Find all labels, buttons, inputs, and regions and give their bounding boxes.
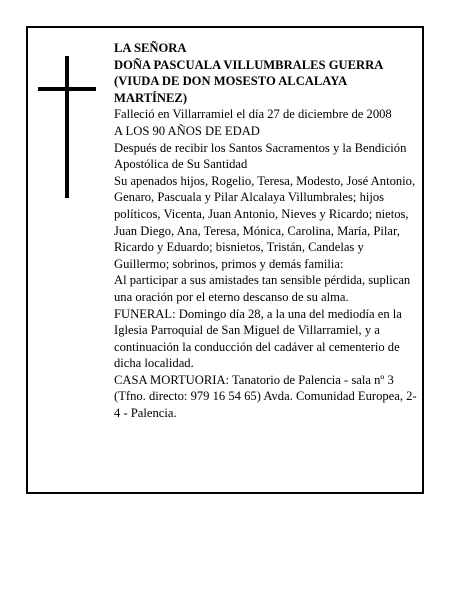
family-list: Su apenados hijos, Rogelio, Teresa, Modesto, José Antonio, Genaro, Pascuala y Pilar Alcalaya Villumbrales; hijos políticos, Vicenta, Juan Antonio, Nieves y Ricardo; nietos, Juan Diego, Ana, Teresa, Mónica, Carolina, María, Pilar, Ricardo y Eduardo; bisnietos, Tristán, Candelas y Guillermo; sobrinos, primos y demás familia: (114, 173, 416, 271)
notice-title: LA SEÑORA (114, 41, 187, 55)
prayer-request: Al participar a sus amistades tan sensible pérdida, suplican una oración por el eterno descanso de su alma. (114, 273, 411, 304)
deceased-name: DOÑA PASCUALA VILLUMBRALES GUERRA (114, 57, 384, 72)
cross-icon-horizontal (38, 87, 96, 91)
mortuary-info: CASA MORTUORIA: Tanatorio de Palencia - sala nº 3 (Tfno. directo: 979 16 54 65) Avda. Comunidad Europea, 2-4 - Palencia. (114, 372, 417, 421)
obituary-text (114, 40, 422, 422)
sacraments-info: Después de recibir los Santos Sacramentos y la Bendición Apostólica de Su Santidad (114, 140, 407, 172)
widow-of: (VIUDA DE DON MOSESTO ALCALAYA MARTÍNEZ) (114, 74, 347, 105)
funeral-info: FUNERAL: Domingo día 28, a la una del mediodía en la Iglesia Parroquial de San Miguel de Villarramiel, y a continuación la conducción del cadáver al cementerio de dicha localidad. (114, 306, 402, 371)
death-info: Falleció en Villarramiel el día 27 de diciembre de 2008 (114, 107, 392, 122)
cross-icon-vertical (65, 56, 69, 198)
age-info: A LOS 90 AÑOS DE EDAD (114, 123, 260, 138)
